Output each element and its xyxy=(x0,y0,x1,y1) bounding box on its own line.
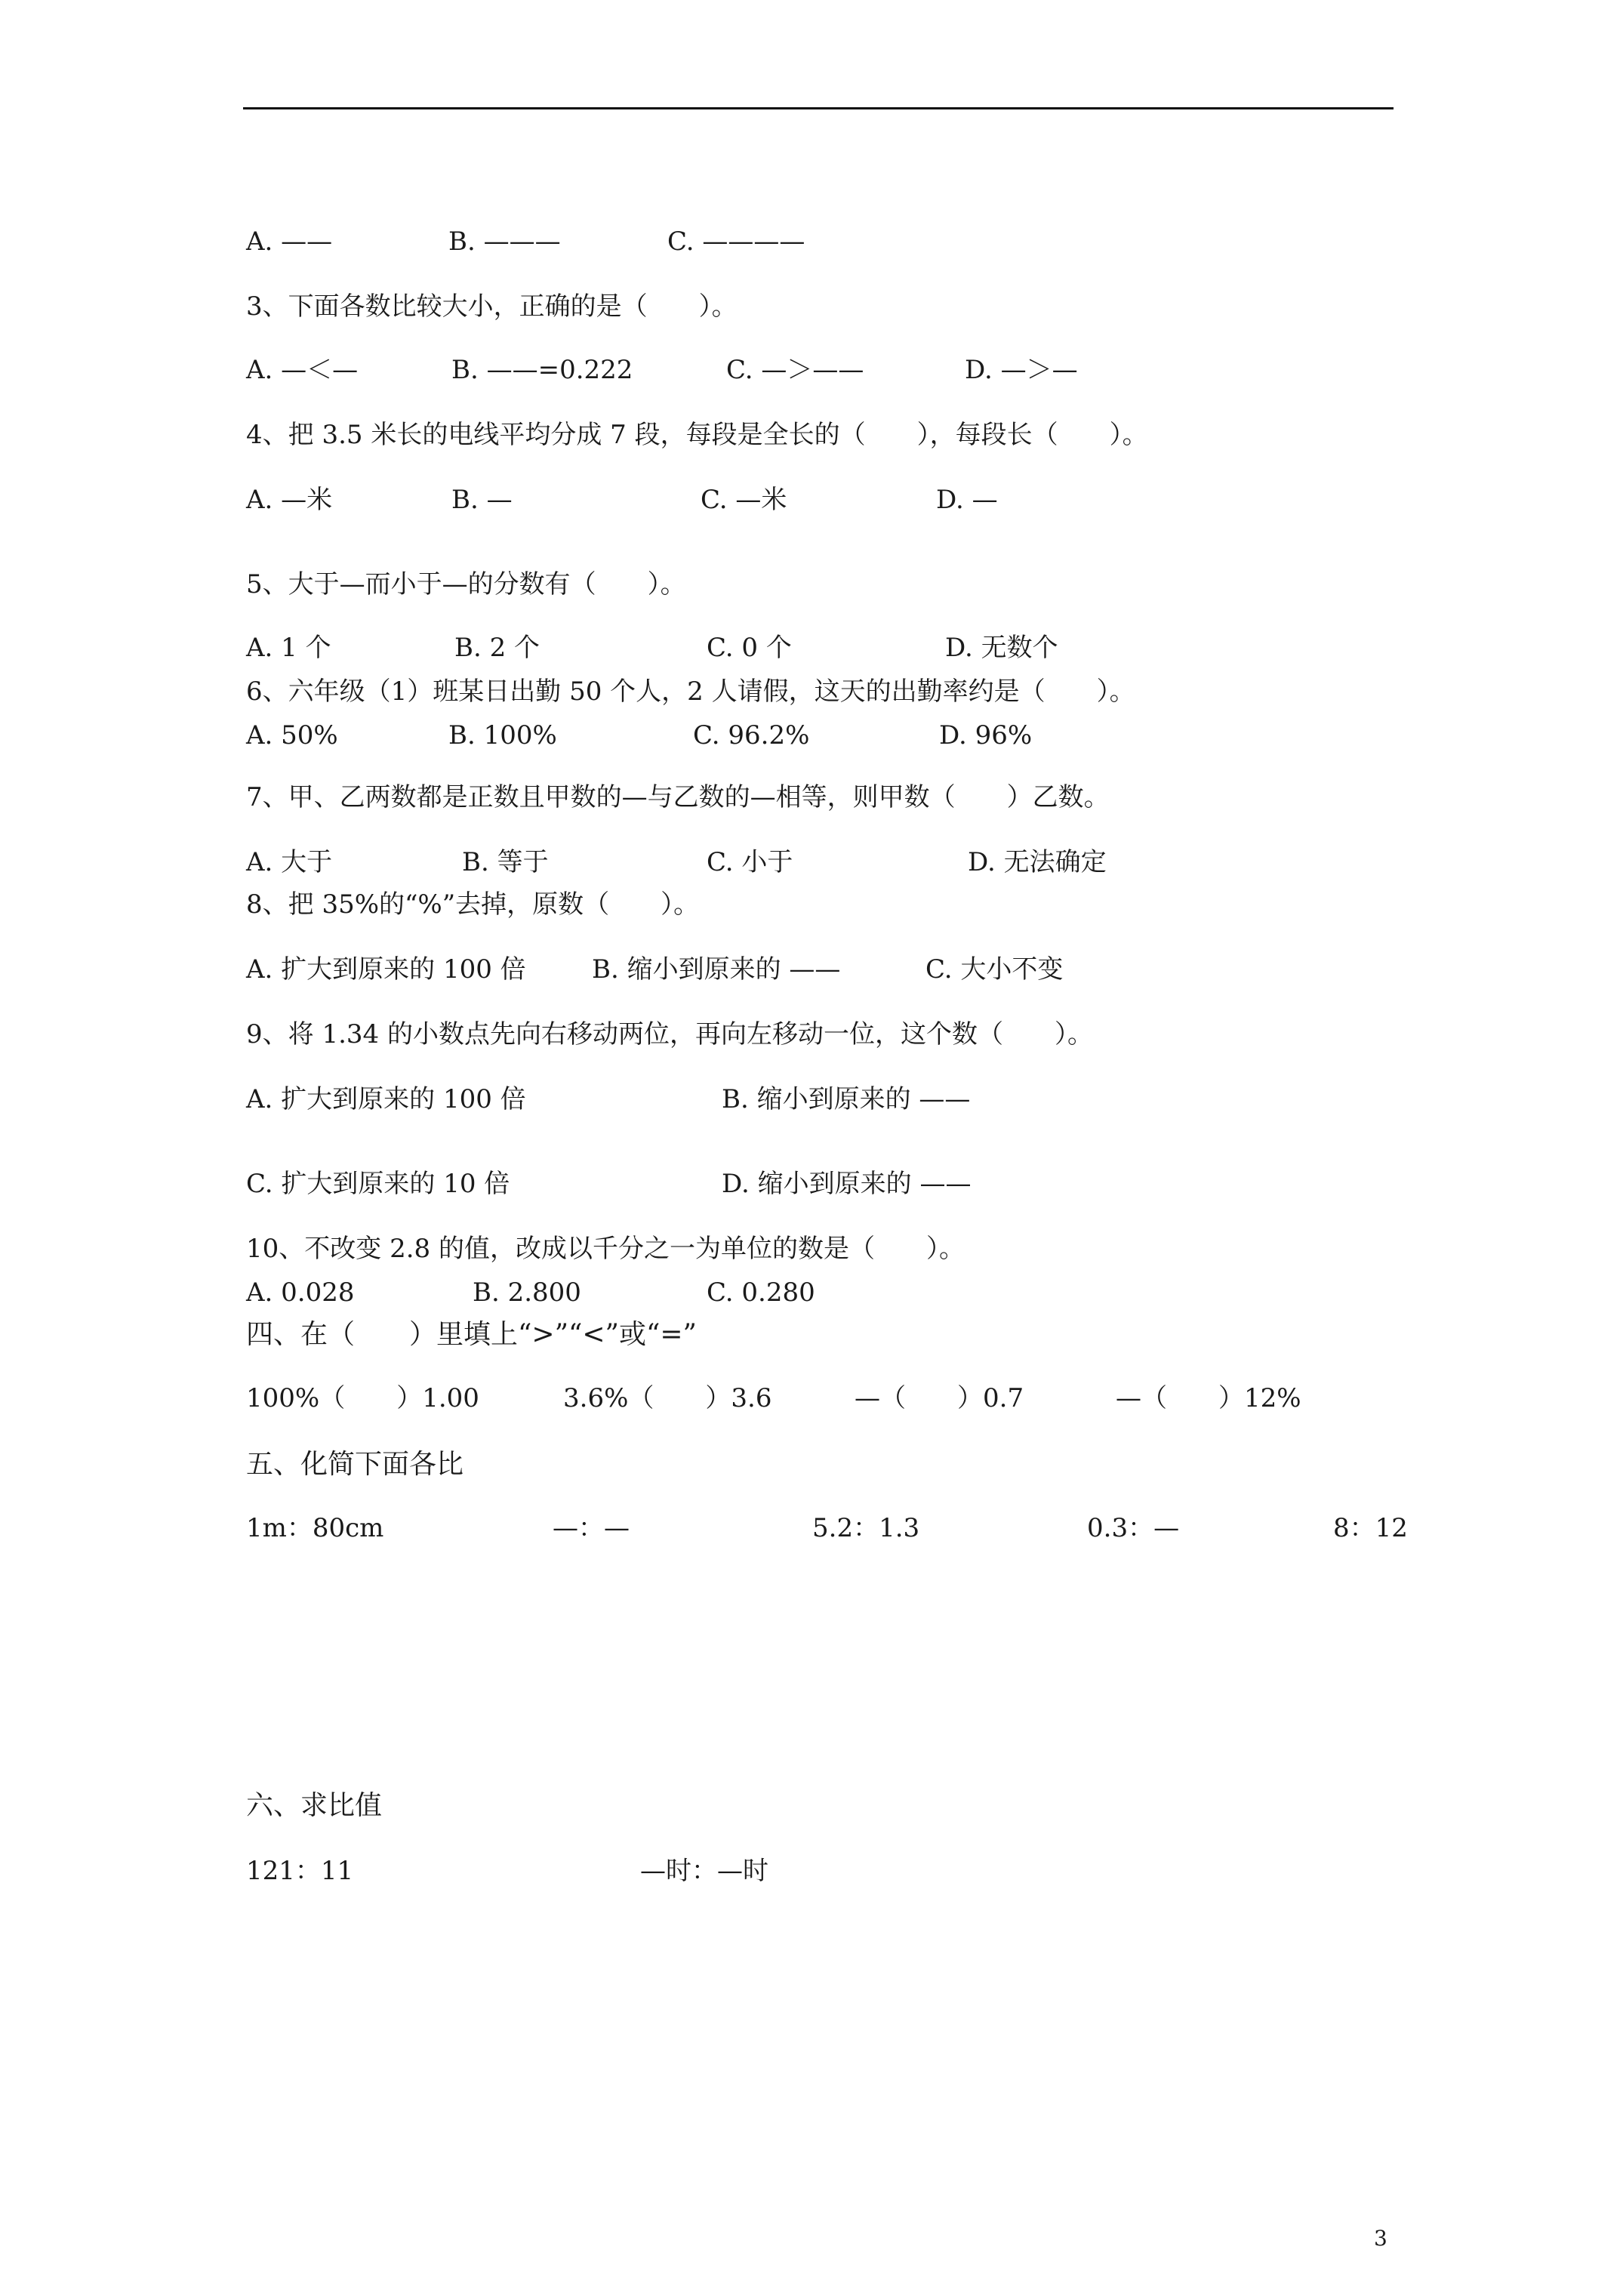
section-5-heading: 五、化简下面各比 xyxy=(246,1449,464,1480)
s4-item-4: —（ ）12% xyxy=(1116,1383,1301,1413)
page-number: 3 xyxy=(1374,2226,1387,2251)
q10-option-c: C. 0.280 xyxy=(707,1277,815,1308)
q3-option-c: C. —＞—— xyxy=(726,355,864,385)
q8-option-a: A. 扩大到原来的 100 倍 xyxy=(246,954,526,985)
question-9: 9、将 1.34 的小数点先向右移动两位，再向左移动一位，这个数（ ）。 xyxy=(246,1019,1093,1049)
q3-option-d: D. —＞— xyxy=(965,355,1078,385)
option-b: B. ——— xyxy=(448,227,561,257)
option-c: C. ———— xyxy=(667,227,805,257)
s4-item-1: 100%（ ）1.00 xyxy=(246,1383,479,1413)
s5-item-2: —：— xyxy=(553,1513,630,1543)
question-6: 6、六年级（1）班某日出勤 50 个人，2 人请假，这天的出勤率约是（ ）。 xyxy=(246,676,1135,707)
q7-option-d: D. 无法确定 xyxy=(968,847,1107,877)
q9-option-c: C. 扩大到原来的 10 倍 xyxy=(246,1169,510,1199)
q4-option-d: D. — xyxy=(936,485,998,515)
question-5: 5、大于—而小于—的分数有（ ）。 xyxy=(246,569,686,599)
q7-option-b: B. 等于 xyxy=(462,847,549,877)
s5-item-1: 1m：80cm xyxy=(246,1513,384,1543)
option-a: A. —— xyxy=(246,227,333,257)
section-4-heading: 四、在（ ）里填上“>”“<”或“=” xyxy=(246,1319,697,1350)
question-7: 7、甲、乙两数都是正数且甲数的—与乙数的—相等，则甲数（ ）乙数。 xyxy=(246,782,1110,812)
q9-option-d: D. 缩小到原来的 —— xyxy=(722,1169,972,1199)
q5-option-b: B. 2 个 xyxy=(454,633,540,663)
q10-option-b: B. 2.800 xyxy=(473,1277,581,1308)
q5-option-a: A. 1 个 xyxy=(246,633,331,663)
q9-option-b: B. 缩小到原来的 —— xyxy=(722,1084,971,1114)
q4-option-b: B. — xyxy=(451,485,513,515)
q6-option-a: A. 50% xyxy=(246,720,338,750)
q4-option-a: A. —米 xyxy=(246,485,333,515)
q6-option-d: D. 96% xyxy=(939,720,1033,750)
q10-option-a: A. 0.028 xyxy=(246,1277,355,1308)
s6-item-2: —时：—时 xyxy=(640,1856,768,1886)
header-rule xyxy=(243,107,1394,109)
q6-option-c: C. 96.2% xyxy=(693,720,810,750)
question-3: 3、下面各数比较大小，正确的是（ ）。 xyxy=(246,291,738,322)
q3-option-b: B. ——=0.222 xyxy=(451,355,633,385)
q8-option-b: B. 缩小到原来的 —— xyxy=(592,954,841,985)
s4-item-3: —（ ）0.7 xyxy=(855,1383,1024,1413)
q4-option-c: C. —米 xyxy=(701,485,787,515)
s6-item-1: 121：11 xyxy=(246,1856,354,1886)
s5-item-4: 0.3：— xyxy=(1087,1513,1180,1543)
s5-item-5: 8：12 xyxy=(1333,1513,1408,1543)
section-6-heading: 六、求比值 xyxy=(246,1790,383,1821)
q3-option-a: A. —＜— xyxy=(246,355,359,385)
question-10: 10、不改变 2.8 的值，改成以千分之一为单位的数是（ ）。 xyxy=(246,1234,965,1264)
q7-option-c: C. 小于 xyxy=(707,847,793,877)
question-8: 8、把 35%的“%”去掉，原数（ ）。 xyxy=(246,889,700,920)
q5-option-d: D. 无数个 xyxy=(945,633,1058,663)
s5-item-3: 5.2：1.3 xyxy=(812,1513,920,1543)
q6-option-b: B. 100% xyxy=(448,720,557,750)
q8-option-c: C. 大小不变 xyxy=(925,954,1064,985)
s4-item-2: 3.6%（ ）3.6 xyxy=(563,1383,772,1413)
q7-option-a: A. 大于 xyxy=(246,847,333,877)
question-4: 4、把 3.5 米长的电线平均分成 7 段，每段是全长的（ ），每段长（ ）。 xyxy=(246,420,1148,450)
q5-option-c: C. 0 个 xyxy=(707,633,792,663)
q9-option-a: A. 扩大到原来的 100 倍 xyxy=(246,1084,526,1114)
